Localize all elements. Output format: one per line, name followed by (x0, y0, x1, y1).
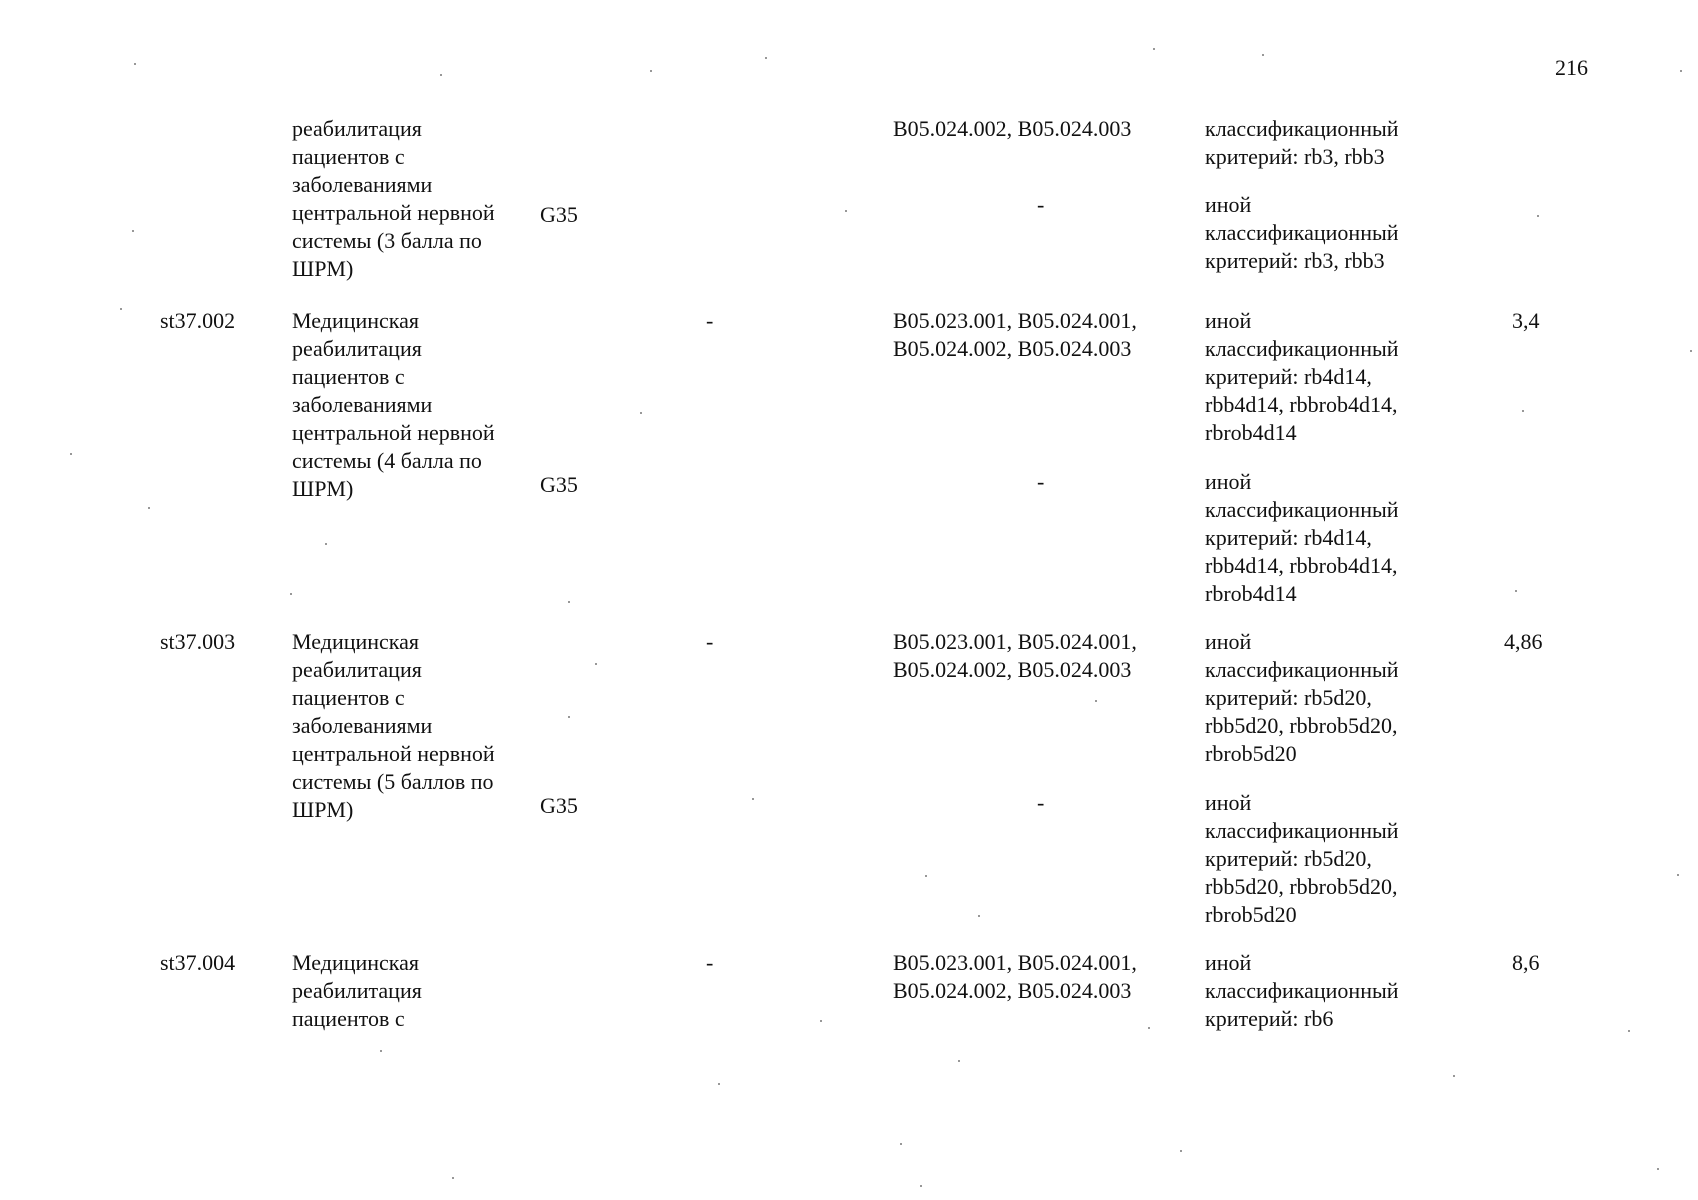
page-number: 216 (1555, 55, 1588, 80)
text-line: классификационный (1205, 220, 1399, 245)
row-icd-cell: G35 (540, 472, 578, 497)
text-line: B05.023.001, B05.024.001, (893, 629, 1137, 654)
text-line: rbrob5d20 (1205, 902, 1297, 927)
row-coefficient-cell: 3,4 (1512, 308, 1540, 333)
text-line: пациентов с (292, 1006, 405, 1031)
text-line: критерий: rb4d14, (1205, 364, 1372, 389)
row-name-cell (292, 307, 495, 503)
scan-speck (900, 1143, 902, 1145)
text-line: пациентов с (292, 144, 405, 169)
row-name-cell (292, 949, 422, 1033)
scan-speck (325, 543, 327, 545)
scan-speck (978, 915, 980, 917)
text-line: пациентов с (292, 364, 405, 389)
row-icd-cell: G35 (540, 793, 578, 818)
text-line: B05.023.001, B05.024.001, (893, 308, 1137, 333)
row-criteria-cell (1205, 628, 1399, 768)
text-line: критерий: rb4d14, (1205, 525, 1372, 550)
text-line: rbb5d20, rbbrob5d20, (1205, 874, 1398, 899)
row-code-cell: st37.002 (160, 308, 236, 333)
scan-speck (132, 230, 134, 232)
text-line: реабилитация (292, 116, 422, 141)
scan-speck (595, 663, 597, 665)
scan-speck (1148, 1027, 1150, 1029)
row-coefficient-cell: 4,86 (1504, 629, 1543, 654)
scan-speck (568, 601, 570, 603)
text-line: классификационный (1205, 116, 1399, 141)
text-line: системы (3 балла по (292, 228, 482, 253)
row-dash-cell: - (706, 308, 714, 333)
text-line: заболеваниями (292, 392, 433, 417)
scan-speck (925, 875, 927, 877)
scan-speck (1095, 700, 1097, 702)
text-line: иной (1205, 790, 1252, 815)
text-line: центральной нервной (292, 420, 495, 445)
scan-speck (752, 798, 754, 800)
text-line: иной (1205, 469, 1252, 494)
text-line: критерий: rb6 (1205, 1006, 1334, 1031)
text-line: Медицинская (292, 950, 420, 975)
scan-speck (1522, 410, 1524, 412)
text-line: критерий: rb3, rbb3 (1205, 144, 1385, 169)
text-line: B05.024.002, B05.024.003 (893, 657, 1132, 682)
text-line: rbb4d14, rbbrob4d14, (1205, 553, 1398, 578)
text-line: классификационный (1205, 978, 1399, 1003)
row-name-cell (292, 628, 495, 824)
row-dash-cell: - (706, 950, 714, 975)
text-line: ШРМ) (292, 256, 354, 281)
scan-speck (452, 1177, 454, 1179)
row-services-cell (1037, 191, 1044, 219)
text-line: критерий: rb5d20, (1205, 846, 1372, 871)
scan-speck (440, 74, 442, 76)
scan-speck (640, 412, 642, 414)
text-line: rbb4d14, rbbrob4d14, (1205, 392, 1398, 417)
scan-speck (1180, 1150, 1182, 1152)
row-coefficient-cell: 8,6 (1512, 950, 1540, 975)
text-line: центральной нервной (292, 741, 495, 766)
text-line: B05.024.002, B05.024.003 (893, 978, 1132, 1003)
text-line: - (1037, 192, 1045, 217)
text-line: иной (1205, 308, 1252, 333)
row-criteria-cell (1205, 115, 1399, 171)
text-line: rbrob4d14 (1205, 581, 1297, 606)
row-services-cell (1037, 789, 1044, 817)
row-services-cell (893, 628, 1137, 684)
scan-speck (1690, 350, 1692, 352)
text-line: пациентов с (292, 685, 405, 710)
text-line: классификационный (1205, 657, 1399, 682)
text-line: классификационный (1205, 497, 1399, 522)
scan-speck (1453, 1075, 1455, 1077)
scan-speck (1677, 874, 1679, 876)
scan-speck (290, 593, 292, 595)
text-line: Медицинская (292, 629, 420, 654)
text-line: реабилитация (292, 336, 422, 361)
text-line: критерий: rb5d20, (1205, 685, 1372, 710)
text-line: критерий: rb3, rbb3 (1205, 248, 1385, 273)
text-line: системы (4 балла по (292, 448, 482, 473)
text-line: B05.023.001, B05.024.001, (893, 950, 1137, 975)
row-services-cell (893, 115, 1131, 143)
text-line: иной (1205, 950, 1252, 975)
row-criteria-cell (1205, 949, 1399, 1033)
scan-speck (120, 308, 122, 310)
text-line: реабилитация (292, 978, 422, 1003)
text-line: иной (1205, 629, 1252, 654)
row-code-cell: st37.003 (160, 629, 236, 654)
scan-speck (718, 1083, 720, 1085)
scan-speck (148, 507, 150, 509)
scan-speck (134, 63, 136, 65)
scan-speck (765, 57, 767, 59)
scan-speck (1680, 70, 1682, 72)
scan-speck (820, 1020, 822, 1022)
text-line: центральной нервной (292, 200, 495, 225)
scan-speck (958, 1060, 960, 1062)
row-icd-cell: G35 (540, 202, 578, 227)
text-line: rbrob4d14 (1205, 420, 1297, 445)
scan-speck (1262, 54, 1264, 56)
text-line: заболеваниями (292, 713, 433, 738)
text-line: - (1037, 469, 1045, 494)
scan-speck (1628, 1030, 1630, 1032)
text-line: реабилитация (292, 657, 422, 682)
text-line: ШРМ) (292, 476, 354, 501)
scan-speck (920, 1185, 922, 1187)
text-line: иной (1205, 192, 1252, 217)
scan-speck (380, 1050, 382, 1052)
text-line: Медицинская (292, 308, 420, 333)
text-line: B05.024.002, B05.024.003 (893, 116, 1132, 141)
text-line: заболеваниями (292, 172, 433, 197)
row-criteria-cell (1205, 191, 1399, 275)
row-services-cell (893, 307, 1137, 363)
text-line: ШРМ) (292, 797, 354, 822)
scan-speck (1657, 1168, 1659, 1170)
text-line: rbb5d20, rbbrob5d20, (1205, 713, 1398, 738)
scan-speck (1153, 48, 1155, 50)
row-criteria-cell (1205, 789, 1399, 929)
scan-speck (1515, 590, 1517, 592)
text-line: классификационный (1205, 818, 1399, 843)
scan-speck (650, 70, 652, 72)
text-line: системы (5 баллов по (292, 769, 494, 794)
row-criteria-cell (1205, 307, 1399, 447)
row-dash-cell: - (706, 629, 714, 654)
row-services-cell (1037, 468, 1044, 496)
scan-speck (845, 210, 847, 212)
row-criteria-cell (1205, 468, 1399, 608)
row-name-cell (292, 115, 495, 283)
text-line: B05.024.002, B05.024.003 (893, 336, 1132, 361)
text-line: классификационный (1205, 336, 1399, 361)
row-code-cell: st37.004 (160, 950, 236, 975)
scan-speck (70, 453, 72, 455)
scan-speck (1537, 215, 1539, 217)
row-services-cell (893, 949, 1137, 1005)
text-line: - (1037, 790, 1045, 815)
text-line: rbrob5d20 (1205, 741, 1297, 766)
scan-speck (568, 716, 570, 718)
